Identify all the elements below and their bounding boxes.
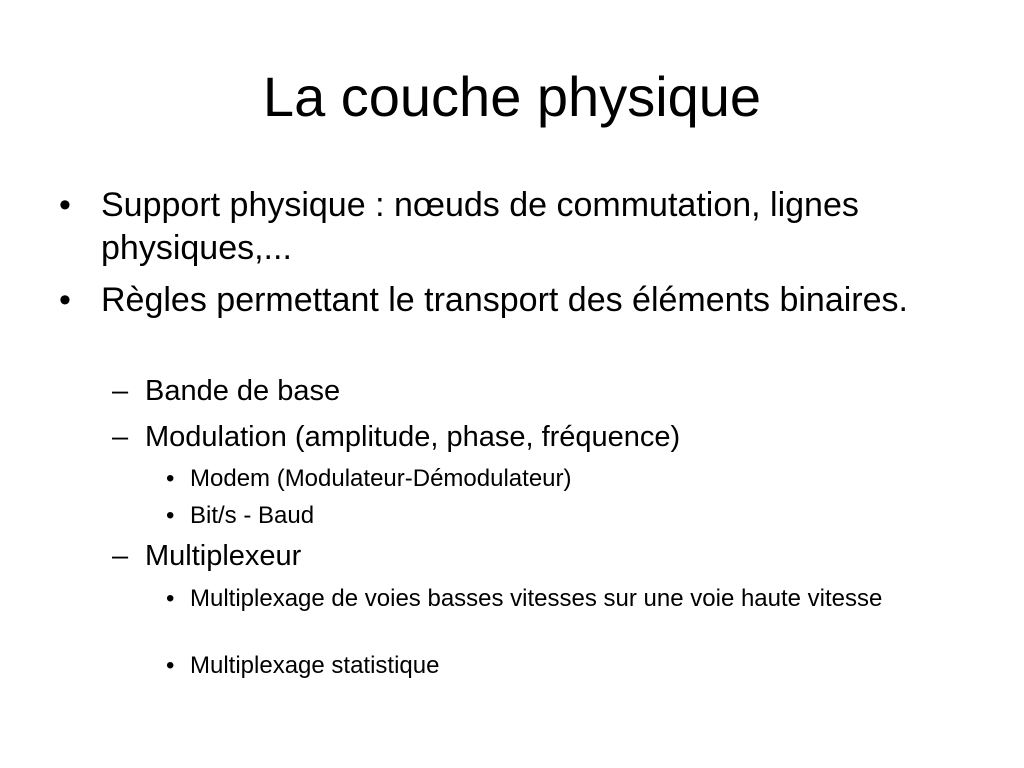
bullet-text: Bande de base	[145, 375, 341, 407]
bullet-support-physique	[59, 184, 921, 270]
bullet-marker: •	[59, 281, 71, 319]
bullet-marker: •	[166, 585, 175, 612]
bullet-text: Modulation (amplitude, phase, fréquence)	[145, 421, 681, 453]
bullet-text: Multiplexage de voies basses vitesses sur une voie haute vitesse	[190, 585, 883, 612]
subsubbullet-bits-baud	[166, 501, 930, 531]
dash-marker: –	[112, 540, 129, 572]
subsubbullet-multiplexage-statistique	[166, 651, 930, 681]
bullet-text: Multiplexage statistique	[190, 652, 440, 679]
bullet-text: Modem (Modulateur-Démodulateur)	[190, 465, 572, 492]
bullet-text: Règles permettant le transport des éléments binaires.	[101, 281, 908, 319]
bullet-text: Multiplexeur	[145, 540, 302, 572]
subsubbullet-multiplexage-voies	[166, 584, 930, 614]
subbullet-modulation	[112, 419, 905, 455]
bullet-text: Bit/s - Baud	[190, 502, 315, 529]
bullet-text: Support physique : nœuds de commutation, lignes physiques,...	[101, 186, 859, 267]
subbullet-multiplexeur	[112, 538, 905, 574]
bullet-marker: •	[59, 186, 71, 224]
subsubbullet-modem	[166, 464, 930, 494]
bullet-marker: •	[166, 502, 175, 529]
dash-marker: –	[112, 375, 129, 407]
bullet-marker: •	[166, 465, 175, 492]
dash-marker: –	[112, 421, 129, 453]
subbullet-bande-de-base	[112, 373, 905, 409]
bullet-marker: •	[166, 652, 175, 679]
bullet-regles-transport	[59, 279, 921, 322]
slide-title: La couche physique	[262, 65, 762, 128]
